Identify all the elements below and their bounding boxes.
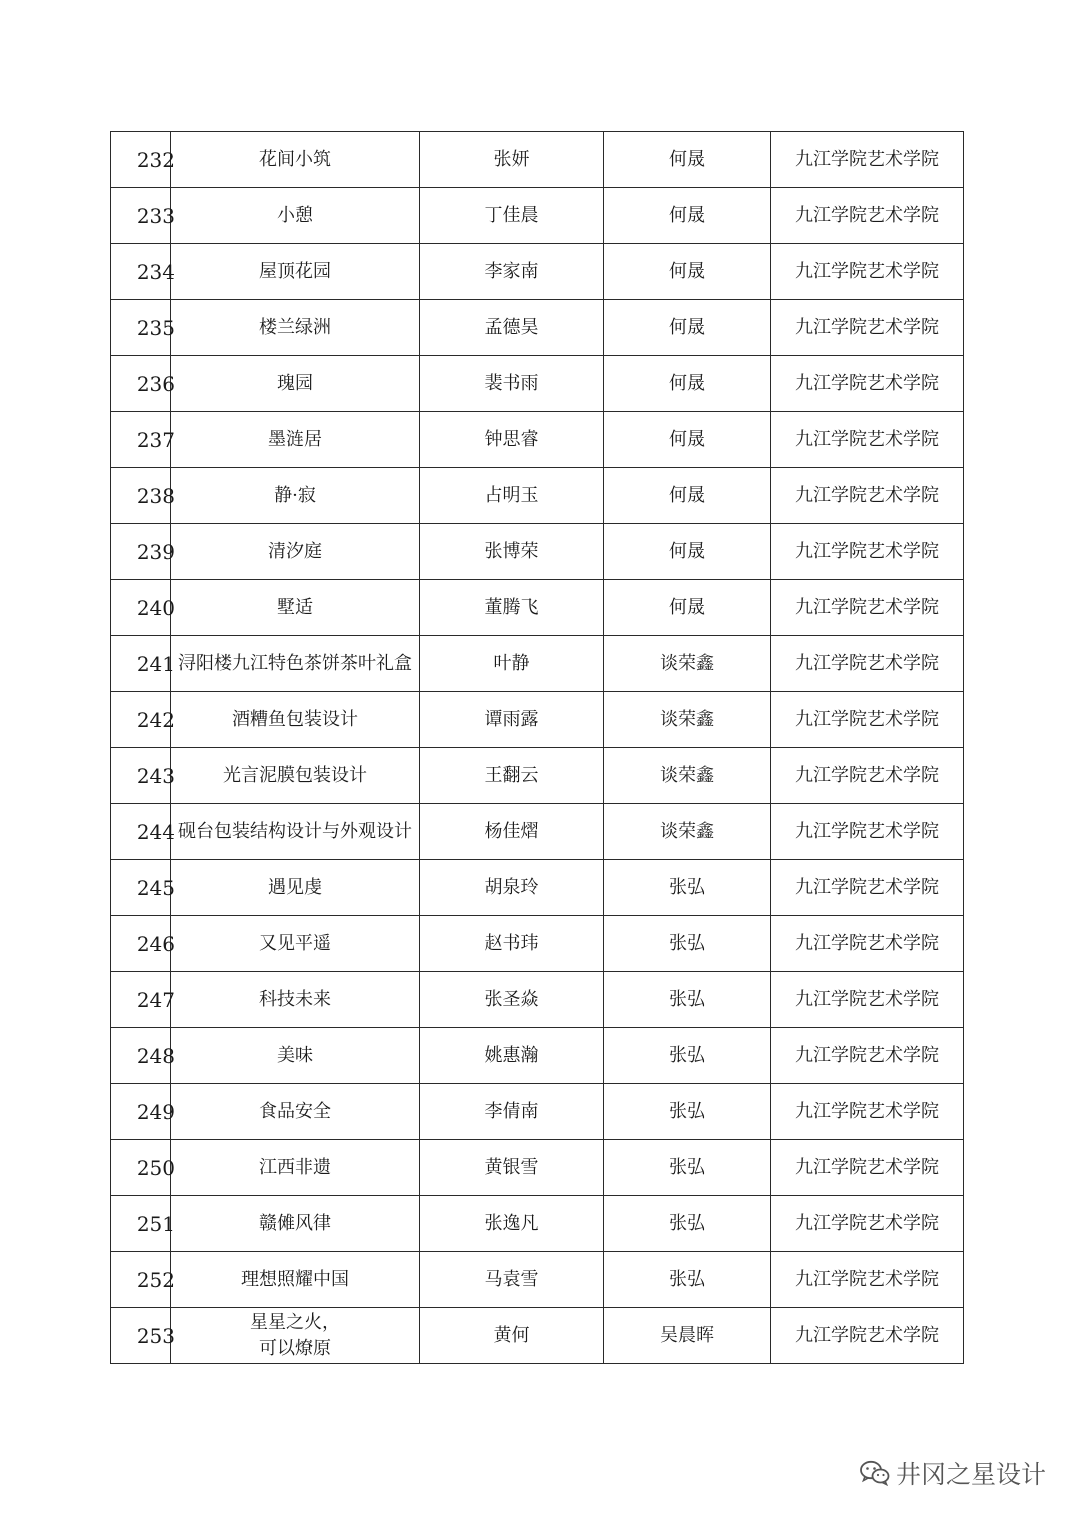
author-name: 李家南 — [484, 260, 539, 282]
school-name-cell — [771, 1084, 964, 1140]
advisor-name: 张弘 — [669, 1156, 705, 1178]
work-title: 屋顶花园 — [259, 260, 331, 282]
work-title-cell — [171, 1084, 420, 1140]
advisor-name: 谈荣鑫 — [660, 764, 714, 786]
row-index-cell — [111, 972, 175, 1028]
work-title: 又见平遥 — [259, 932, 331, 954]
author-name-cell — [420, 1140, 604, 1196]
row-index: 250 — [136, 1155, 175, 1180]
row-index: 244 — [136, 819, 175, 844]
table-row — [111, 1252, 964, 1308]
school-name-cell — [771, 916, 964, 972]
work-title: 食品安全 — [259, 1100, 331, 1122]
row-index: 247 — [136, 987, 175, 1012]
table-row — [111, 244, 964, 300]
advisor-name-cell — [604, 692, 771, 748]
school-name: 九江学院艺术学院 — [795, 428, 939, 450]
advisor-name-cell — [604, 1196, 771, 1252]
author-name-cell — [420, 132, 604, 188]
school-name-cell — [771, 1308, 964, 1364]
row-index-cell — [111, 748, 175, 804]
watermark-text: 井冈之星设计 — [895, 1460, 1046, 1489]
work-title-cell — [171, 636, 420, 692]
school-name-cell — [771, 692, 964, 748]
school-name: 九江学院艺术学院 — [795, 652, 939, 674]
row-index: 248 — [136, 1043, 175, 1068]
advisor-name-cell — [604, 188, 771, 244]
table-row — [111, 860, 964, 916]
table-row — [111, 132, 964, 188]
work-title-cell — [171, 692, 420, 748]
advisor-name: 谈荣鑫 — [660, 708, 714, 730]
advisor-name: 张弘 — [669, 1212, 705, 1234]
advisor-name-cell — [604, 972, 771, 1028]
school-name-cell — [771, 244, 964, 300]
author-name: 张圣焱 — [484, 988, 539, 1010]
school-name-cell — [771, 132, 964, 188]
author-name-cell — [420, 916, 604, 972]
work-title: 清汐庭 — [268, 540, 322, 562]
advisor-name: 何晟 — [669, 484, 705, 506]
school-name: 九江学院艺术学院 — [795, 988, 939, 1010]
advisor-name: 谈荣鑫 — [660, 820, 714, 842]
author-name: 张博荣 — [484, 540, 539, 562]
author-name-cell — [420, 580, 604, 636]
work-title-cell — [171, 244, 420, 300]
row-index: 242 — [136, 707, 175, 732]
school-name-cell — [771, 580, 964, 636]
table-row — [111, 972, 964, 1028]
work-title: 光言泥膜包装设计 — [223, 764, 367, 786]
school-name-cell — [771, 748, 964, 804]
row-index-cell — [111, 132, 175, 188]
table-row — [111, 1308, 964, 1364]
work-title-cell — [171, 580, 420, 636]
row-index-cell — [111, 1028, 175, 1084]
work-title-cell — [171, 916, 420, 972]
work-title-cell — [171, 1028, 420, 1084]
work-title: 科技未来 — [259, 988, 331, 1010]
row-index: 246 — [136, 931, 175, 956]
school-name: 九江学院艺术学院 — [795, 316, 939, 338]
author-name-cell — [420, 692, 604, 748]
author-name: 叶静 — [493, 652, 530, 674]
advisor-name-cell — [604, 1084, 771, 1140]
school-name: 九江学院艺术学院 — [795, 596, 939, 618]
advisor-name: 张弘 — [669, 1268, 705, 1290]
table-row — [111, 1196, 964, 1252]
row-index: 235 — [136, 315, 175, 340]
author-name: 钟思睿 — [484, 428, 539, 450]
row-index: 236 — [136, 371, 175, 396]
school-name-cell — [771, 468, 964, 524]
table-row — [111, 412, 964, 468]
advisor-name: 何晟 — [669, 540, 705, 562]
work-title: 美味 — [277, 1044, 313, 1066]
advisor-name: 张弘 — [669, 1044, 705, 1066]
row-index: 253 — [136, 1323, 175, 1348]
school-name-cell — [771, 636, 964, 692]
advisor-name: 何晟 — [669, 316, 705, 338]
author-name: 丁佳晨 — [484, 204, 539, 226]
school-name: 九江学院艺术学院 — [795, 1100, 939, 1122]
author-name-cell — [420, 804, 604, 860]
advisor-name: 张弘 — [669, 876, 705, 898]
author-name: 姚惠瀚 — [484, 1044, 539, 1066]
row-index-cell — [111, 636, 175, 692]
row-index: 252 — [136, 1267, 175, 1292]
entries-table-body — [111, 132, 964, 1364]
row-index-cell — [111, 188, 175, 244]
author-name: 占明玉 — [484, 484, 539, 506]
work-title-cell — [171, 412, 420, 468]
advisor-name-cell — [604, 916, 771, 972]
school-name: 九江学院艺术学院 — [795, 204, 939, 226]
advisor-name-cell — [604, 468, 771, 524]
author-name: 马袁雪 — [484, 1268, 539, 1290]
work-title: 酒糟鱼包装设计 — [232, 708, 358, 730]
watermark — [860, 1455, 1046, 1491]
row-index-cell — [111, 356, 175, 412]
author-name: 赵书玮 — [484, 932, 539, 954]
row-index: 249 — [136, 1099, 175, 1124]
table-row — [111, 748, 964, 804]
advisor-name-cell — [604, 132, 771, 188]
work-title-cell — [171, 132, 420, 188]
advisor-name-cell — [604, 804, 771, 860]
author-name-cell — [420, 244, 604, 300]
row-index-cell — [111, 860, 175, 916]
work-title-cell — [171, 524, 420, 580]
author-name-cell — [420, 1252, 604, 1308]
advisor-name: 吴晨晖 — [660, 1324, 714, 1346]
work-title-cell — [171, 468, 420, 524]
school-name: 九江学院艺术学院 — [795, 1212, 939, 1234]
table-row — [111, 1028, 964, 1084]
advisor-name: 何晟 — [669, 372, 705, 394]
advisor-name: 何晟 — [669, 596, 705, 618]
school-name: 九江学院艺术学院 — [795, 1156, 939, 1178]
row-index: 251 — [136, 1211, 175, 1236]
table-row — [111, 692, 964, 748]
advisor-name: 张弘 — [669, 932, 705, 954]
row-index-cell — [111, 804, 175, 860]
school-name-cell — [771, 356, 964, 412]
table-row — [111, 916, 964, 972]
table-row — [111, 468, 964, 524]
school-name: 九江学院艺术学院 — [795, 148, 939, 170]
work-title: 墨涟居 — [268, 428, 322, 450]
row-index: 240 — [136, 595, 175, 620]
work-title: 星星之火， 可以燎原 — [250, 1311, 340, 1359]
advisor-name-cell — [604, 300, 771, 356]
row-index-cell — [111, 1252, 175, 1308]
school-name: 九江学院艺术学院 — [795, 1268, 939, 1290]
table-row — [111, 804, 964, 860]
work-title-cell — [171, 300, 420, 356]
advisor-name-cell — [604, 1028, 771, 1084]
school-name: 九江学院艺术学院 — [795, 540, 939, 562]
school-name-cell — [771, 1028, 964, 1084]
school-name-cell — [771, 1140, 964, 1196]
work-title-cell — [171, 1196, 420, 1252]
school-name: 九江学院艺术学院 — [795, 260, 939, 282]
school-name: 九江学院艺术学院 — [795, 876, 939, 898]
school-name-cell — [771, 804, 964, 860]
advisor-name: 张弘 — [669, 988, 705, 1010]
school-name-cell — [771, 412, 964, 468]
advisor-name: 张弘 — [669, 1100, 705, 1122]
author-name: 黄何 — [493, 1324, 530, 1346]
advisor-name-cell — [604, 636, 771, 692]
work-title-cell — [171, 860, 420, 916]
author-name: 李倩南 — [484, 1100, 539, 1122]
advisor-name-cell — [604, 1140, 771, 1196]
school-name-cell — [771, 1252, 964, 1308]
row-index-cell — [111, 1140, 175, 1196]
author-name: 谭雨露 — [484, 708, 539, 730]
table-row — [111, 356, 964, 412]
school-name: 九江学院艺术学院 — [795, 1044, 939, 1066]
advisor-name-cell — [604, 748, 771, 804]
author-name: 胡泉玲 — [484, 876, 539, 898]
school-name-cell — [771, 972, 964, 1028]
author-name-cell — [420, 636, 604, 692]
work-title: 小憩 — [277, 204, 313, 226]
school-name-cell — [771, 1196, 964, 1252]
row-index-cell — [111, 1308, 175, 1364]
author-name: 黄银雪 — [484, 1156, 539, 1178]
author-name-cell — [420, 748, 604, 804]
advisor-name: 何晟 — [669, 148, 705, 170]
author-name-cell — [420, 188, 604, 244]
advisor-name: 何晟 — [669, 204, 705, 226]
row-index: 238 — [136, 483, 175, 508]
author-name: 孟德昊 — [484, 316, 539, 338]
work-title-cell — [171, 1252, 420, 1308]
advisor-name-cell — [604, 244, 771, 300]
school-name: 九江学院艺术学院 — [795, 484, 939, 506]
author-name-cell — [420, 356, 604, 412]
table-row — [111, 1140, 964, 1196]
row-index: 243 — [136, 763, 175, 788]
advisor-name-cell — [604, 1252, 771, 1308]
author-name-cell — [420, 1308, 604, 1364]
author-name-cell — [420, 860, 604, 916]
row-index-cell — [111, 524, 175, 580]
author-name-cell — [420, 972, 604, 1028]
school-name-cell — [771, 188, 964, 244]
table-row — [111, 300, 964, 356]
school-name: 九江学院艺术学院 — [795, 764, 939, 786]
row-index: 234 — [136, 259, 175, 284]
row-index: 237 — [136, 427, 175, 452]
school-name-cell — [771, 524, 964, 580]
work-title: 楼兰绿洲 — [259, 316, 331, 338]
row-index-cell — [111, 1196, 175, 1252]
school-name: 九江学院艺术学院 — [795, 1324, 939, 1346]
work-title-cell — [171, 356, 420, 412]
work-title-cell — [171, 804, 420, 860]
work-title: 墅适 — [277, 596, 313, 618]
work-title: 江西非遗 — [259, 1156, 331, 1178]
work-title: 瑰园 — [277, 372, 313, 394]
entries-table — [110, 131, 964, 1364]
work-title: 浔阳楼九江特色茶饼茶叶礼盒 — [178, 652, 412, 674]
author-name-cell — [420, 1084, 604, 1140]
work-title-cell — [171, 1140, 420, 1196]
work-title: 花间小筑 — [259, 148, 331, 170]
work-title-cell — [171, 748, 420, 804]
table-row — [111, 580, 964, 636]
advisor-name-cell — [604, 524, 771, 580]
author-name: 张逸凡 — [484, 1212, 539, 1234]
advisor-name-cell — [604, 356, 771, 412]
school-name: 九江学院艺术学院 — [795, 932, 939, 954]
work-title-cell — [171, 972, 420, 1028]
school-name: 九江学院艺术学院 — [795, 820, 939, 842]
advisor-name-cell — [604, 580, 771, 636]
wechat-icon — [860, 1460, 890, 1486]
row-index: 245 — [136, 875, 175, 900]
author-name-cell — [420, 524, 604, 580]
table-row — [111, 1084, 964, 1140]
author-name-cell — [420, 412, 604, 468]
advisor-name: 何晟 — [669, 260, 705, 282]
author-name: 杨佳熠 — [484, 820, 539, 842]
work-title: 赣傩风律 — [259, 1212, 331, 1234]
author-name-cell — [420, 468, 604, 524]
work-title: 砚台包装结构设计与外观设计 — [178, 820, 412, 842]
work-title-cell — [171, 1308, 420, 1364]
author-name: 裴书雨 — [484, 372, 539, 394]
author-name: 王翻云 — [484, 764, 539, 786]
advisor-name-cell — [604, 1308, 771, 1364]
advisor-name: 何晟 — [669, 428, 705, 450]
table-row — [111, 636, 964, 692]
row-index: 232 — [136, 147, 175, 172]
author-name: 张妍 — [493, 148, 530, 170]
table-row — [111, 188, 964, 244]
row-index-cell — [111, 1084, 175, 1140]
row-index-cell — [111, 244, 175, 300]
row-index-cell — [111, 916, 175, 972]
school-name: 九江学院艺术学院 — [795, 372, 939, 394]
advisor-name-cell — [604, 860, 771, 916]
work-title: 静·寂 — [274, 484, 316, 506]
advisor-name: 谈荣鑫 — [660, 652, 714, 674]
author-name-cell — [420, 1196, 604, 1252]
row-index-cell — [111, 580, 175, 636]
work-title: 理想照耀中国 — [241, 1268, 349, 1290]
row-index-cell — [111, 692, 175, 748]
row-index-cell — [111, 468, 175, 524]
row-index: 239 — [136, 539, 175, 564]
row-index-cell — [111, 412, 175, 468]
author-name-cell — [420, 1028, 604, 1084]
work-title-cell — [171, 188, 420, 244]
school-name-cell — [771, 300, 964, 356]
work-title: 遇见虔 — [268, 876, 322, 898]
school-name: 九江学院艺术学院 — [795, 708, 939, 730]
row-index: 233 — [136, 203, 175, 228]
table-row — [111, 524, 964, 580]
row-index-cell — [111, 300, 175, 356]
row-index: 241 — [136, 651, 175, 676]
author-name-cell — [420, 300, 604, 356]
school-name-cell — [771, 860, 964, 916]
author-name: 董腾飞 — [484, 596, 539, 618]
advisor-name-cell — [604, 412, 771, 468]
